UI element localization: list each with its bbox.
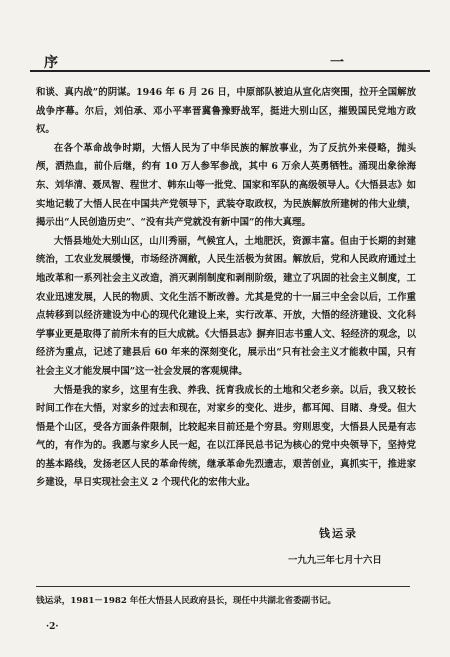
footnote: 钱运录，1981－1982 年任大悟县人民政府县长，现任中共湖北省委副书记。 [36, 596, 337, 606]
header-rule [30, 70, 430, 72]
section-number: 一 [330, 55, 344, 71]
signature-date: 一九九三年七月十六日 [288, 555, 382, 566]
page-number: ·2· [46, 622, 59, 632]
paragraph: 大悟是我的家乡，这里有生我、养我、抚育我成长的土地和父老乡亲。以后，我又较长时间工作在大悟，对家乡的过去和现在，对家乡的变化、进步，都耳闻、目睹、身受。但大悟是个山区，受各方面条件限制，比较起来目前还是个穷县。穷则思变，大悟县人民是有志气的，有作为的。我愿与家乡人民一起，在以江泽民总书记为核心的党中央领导下，坚持党的基本路线，发扬老区人民的革命传统，继承革命先烈遗志，艰苦创业，真抓实干，推进家乡建设，早日实现社会主义 2 个现代化的宏伟大业。 [36, 384, 416, 489]
author-signature: 钱运录 [319, 527, 358, 540]
paragraph: 在各个革命战争时期，大悟人民为了中华民族的解放事业，为了反抗外来侵略，抛头颅，洒热血，前仆后继，约有 10 万人参军参战，其中 6 万余人英勇牺牲。涌现出象徐海东、刘华清、聂凤智、程世才、韩东山等一批党、国家和军队的高级领导人。《大悟县志》如实地记载了大悟人民在中国共产党领导下，武装夺取政权，为民族解放所建树的伟大业绩，揭示出“人民创造历史”、“没有共产党就没有新中国”的伟大真理。 [36, 142, 416, 229]
paragraph: 和谈、真内战”的阴谋。1946 年 6 月 26 日，中原部队被迫从宣化店突围，拉开全国解放战争序幕。尔后，刘伯承、邓小平率晋冀鲁豫野战军，挺进大别山区，摧毁国民党地方政权。 [36, 87, 416, 136]
body-text [36, 84, 416, 493]
paragraph: 大悟县地处大别山区，山川秀丽，气候宜人，土地肥沃，资源丰富。但由于长期的封建统治，工农业发展缓慢，市场经济凋敝，人民生活极为贫困。解放后，党和人民政府通过土地改革和一系列社会主义改造，消灭剥削制度和剥削阶级，建立了巩固的社会主义制度，工农业迅速发展，人民的物质、文化生活不断改善。尤其是党的十一届三中全会以后，工作重点转移到以经济建设为中心的现代化建设上来，实行改革、开放，大悟的经济建设、文化科学事业更是取得了前所未有的巨大成就。《大悟县志》摒弃旧志书重人文、轻经济的观念，以经济为重点，记述了建县后 60 年来的深刻变化，展示出“只有社会主义才能救中国，只有社会主义才能发展中国”这一社会发展的客观规律。 [36, 235, 416, 377]
section-title: 序 [44, 55, 61, 71]
footnote-rule [36, 586, 410, 587]
